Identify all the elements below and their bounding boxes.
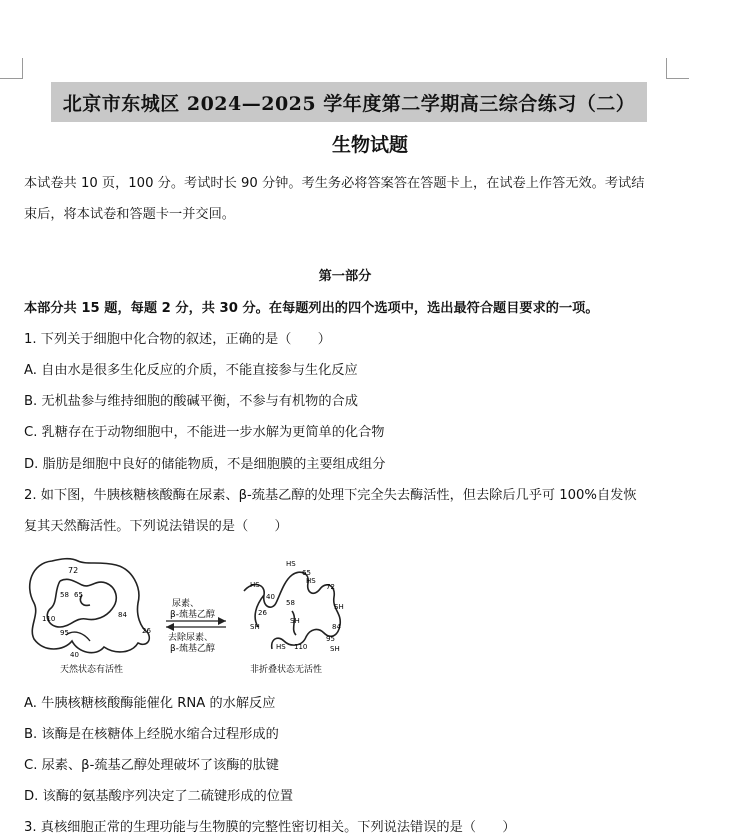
ribonuclease-folding-figure [20,555,365,680]
native-num-110: 110 [42,615,56,623]
question-2-stem-line-2: 复其天然酶活性。下列说法错误的是（ ） [24,519,288,534]
reverse-condition-line-1: 去除尿素、 [168,633,214,643]
unfolded-label-sh-4: SH [330,645,340,653]
question-1-option-a: A. 自由水是很多生化反应的介质，不能直接参与生化反应 [24,363,358,378]
title-highlight [51,82,647,122]
unfolded-label-hs-3: HS [250,581,260,589]
unfolded-num-95: 95 [326,635,335,643]
intro-line-2: 束后，将本试卷和答题卡一并交回。 [24,207,235,222]
section-title: 第一部分 [318,269,372,284]
native-num-72: 72 [68,566,79,575]
native-state-label: 天然状态有活性 [60,665,124,675]
question-1-option-d: D. 脂肪是细胞中良好的储能物质，不是细胞膜的主要组成组分 [24,457,386,472]
unfolded-num-65: 65 [302,569,311,577]
native-inner-loop [66,632,90,641]
intro-line-1: 本试卷共 10 页，100 分。考试时长 90 分钟。考生务必将答案答在答题卡上，在试卷上作答无效。考试结 [24,176,645,191]
native-num-95: 95 [60,629,69,637]
unfolded-num-110: 110 [294,643,308,651]
question-2-option-d: D. 该酶的氨基酸序列决定了二硫键形成的位置 [24,789,294,804]
question-3-stem: 3. 真核细胞正常的生理功能与生物膜的完整性密切相关。下列说法错误的是（ ） [24,820,516,835]
crop-mark-top-right [666,58,689,79]
unfolded-label-sh-3: SH [334,603,344,611]
native-num-26: 26 [142,627,151,635]
native-num-40: 40 [70,651,79,659]
native-chain [30,559,150,653]
unfolded-num-58: 58 [286,599,295,607]
unfolded-label-sh-1: SH [250,623,260,631]
exam-subtitle: 生物试题 [331,134,408,156]
forward-arrowhead [218,617,226,625]
question-1-option-b: B. 无机盐参与维持细胞的酸碱平衡，不参与有机物的合成 [24,394,358,409]
unfolded-num-26: 26 [258,609,267,617]
question-1-stem: 1. 下列关于细胞中化合物的叙述，正确的是（ ） [24,332,331,347]
question-2-stem-line-1: 2. 如下图，牛胰核糖核酸酶在尿素、β-巯基乙醇的处理下完全失去酶活性，但去除后几乎可 100%自发恢 [24,488,637,503]
native-num-58: 58 [60,591,69,599]
unfolded-label-hs-4: HS [276,643,286,651]
unfolded-label-hs-2: HS [306,577,316,585]
forward-condition-line-1: 尿素、 [172,599,200,609]
unfolded-num-84: 84 [332,623,341,631]
exam-title: 北京市东城区 2024—2025 学年度第二学期高三综合练习（二） [62,92,636,115]
reverse-condition-line-2: β-巯基乙醇 [170,644,215,654]
question-2-option-a: A. 牛胰核糖核酸酶能催化 RNA 的水解反应 [24,696,276,711]
section-instructions: 本部分共 15 题，每题 2 分，共 30 分。在每题列出的四个选项中，选出最符合题目要求的一项。 [24,301,599,316]
unfolded-num-72: 72 [326,583,335,591]
native-num-65: 65 [74,591,83,599]
question-2-option-b: B. 该酶是在核糖体上经脱水缩合过程形成的 [24,727,279,742]
question-2-option-c: C. 尿素、β-巯基乙醇处理破坏了该酶的肽键 [24,758,279,773]
unfolded-state-label: 非折叠状态无活性 [250,665,323,675]
unfolded-label-sh-2: SH [290,617,300,625]
question-1-option-c: C. 乳糖存在于动物细胞中，不能进一步水解为更简单的化合物 [24,425,385,440]
native-num-84: 84 [118,611,127,619]
crop-mark-top-left [0,58,23,79]
unfolded-label-hs-1: HS [286,560,296,568]
forward-condition-line-2: β-巯基乙醇 [170,610,215,620]
unfolded-num-40: 40 [266,593,275,601]
reverse-arrowhead [166,623,174,631]
